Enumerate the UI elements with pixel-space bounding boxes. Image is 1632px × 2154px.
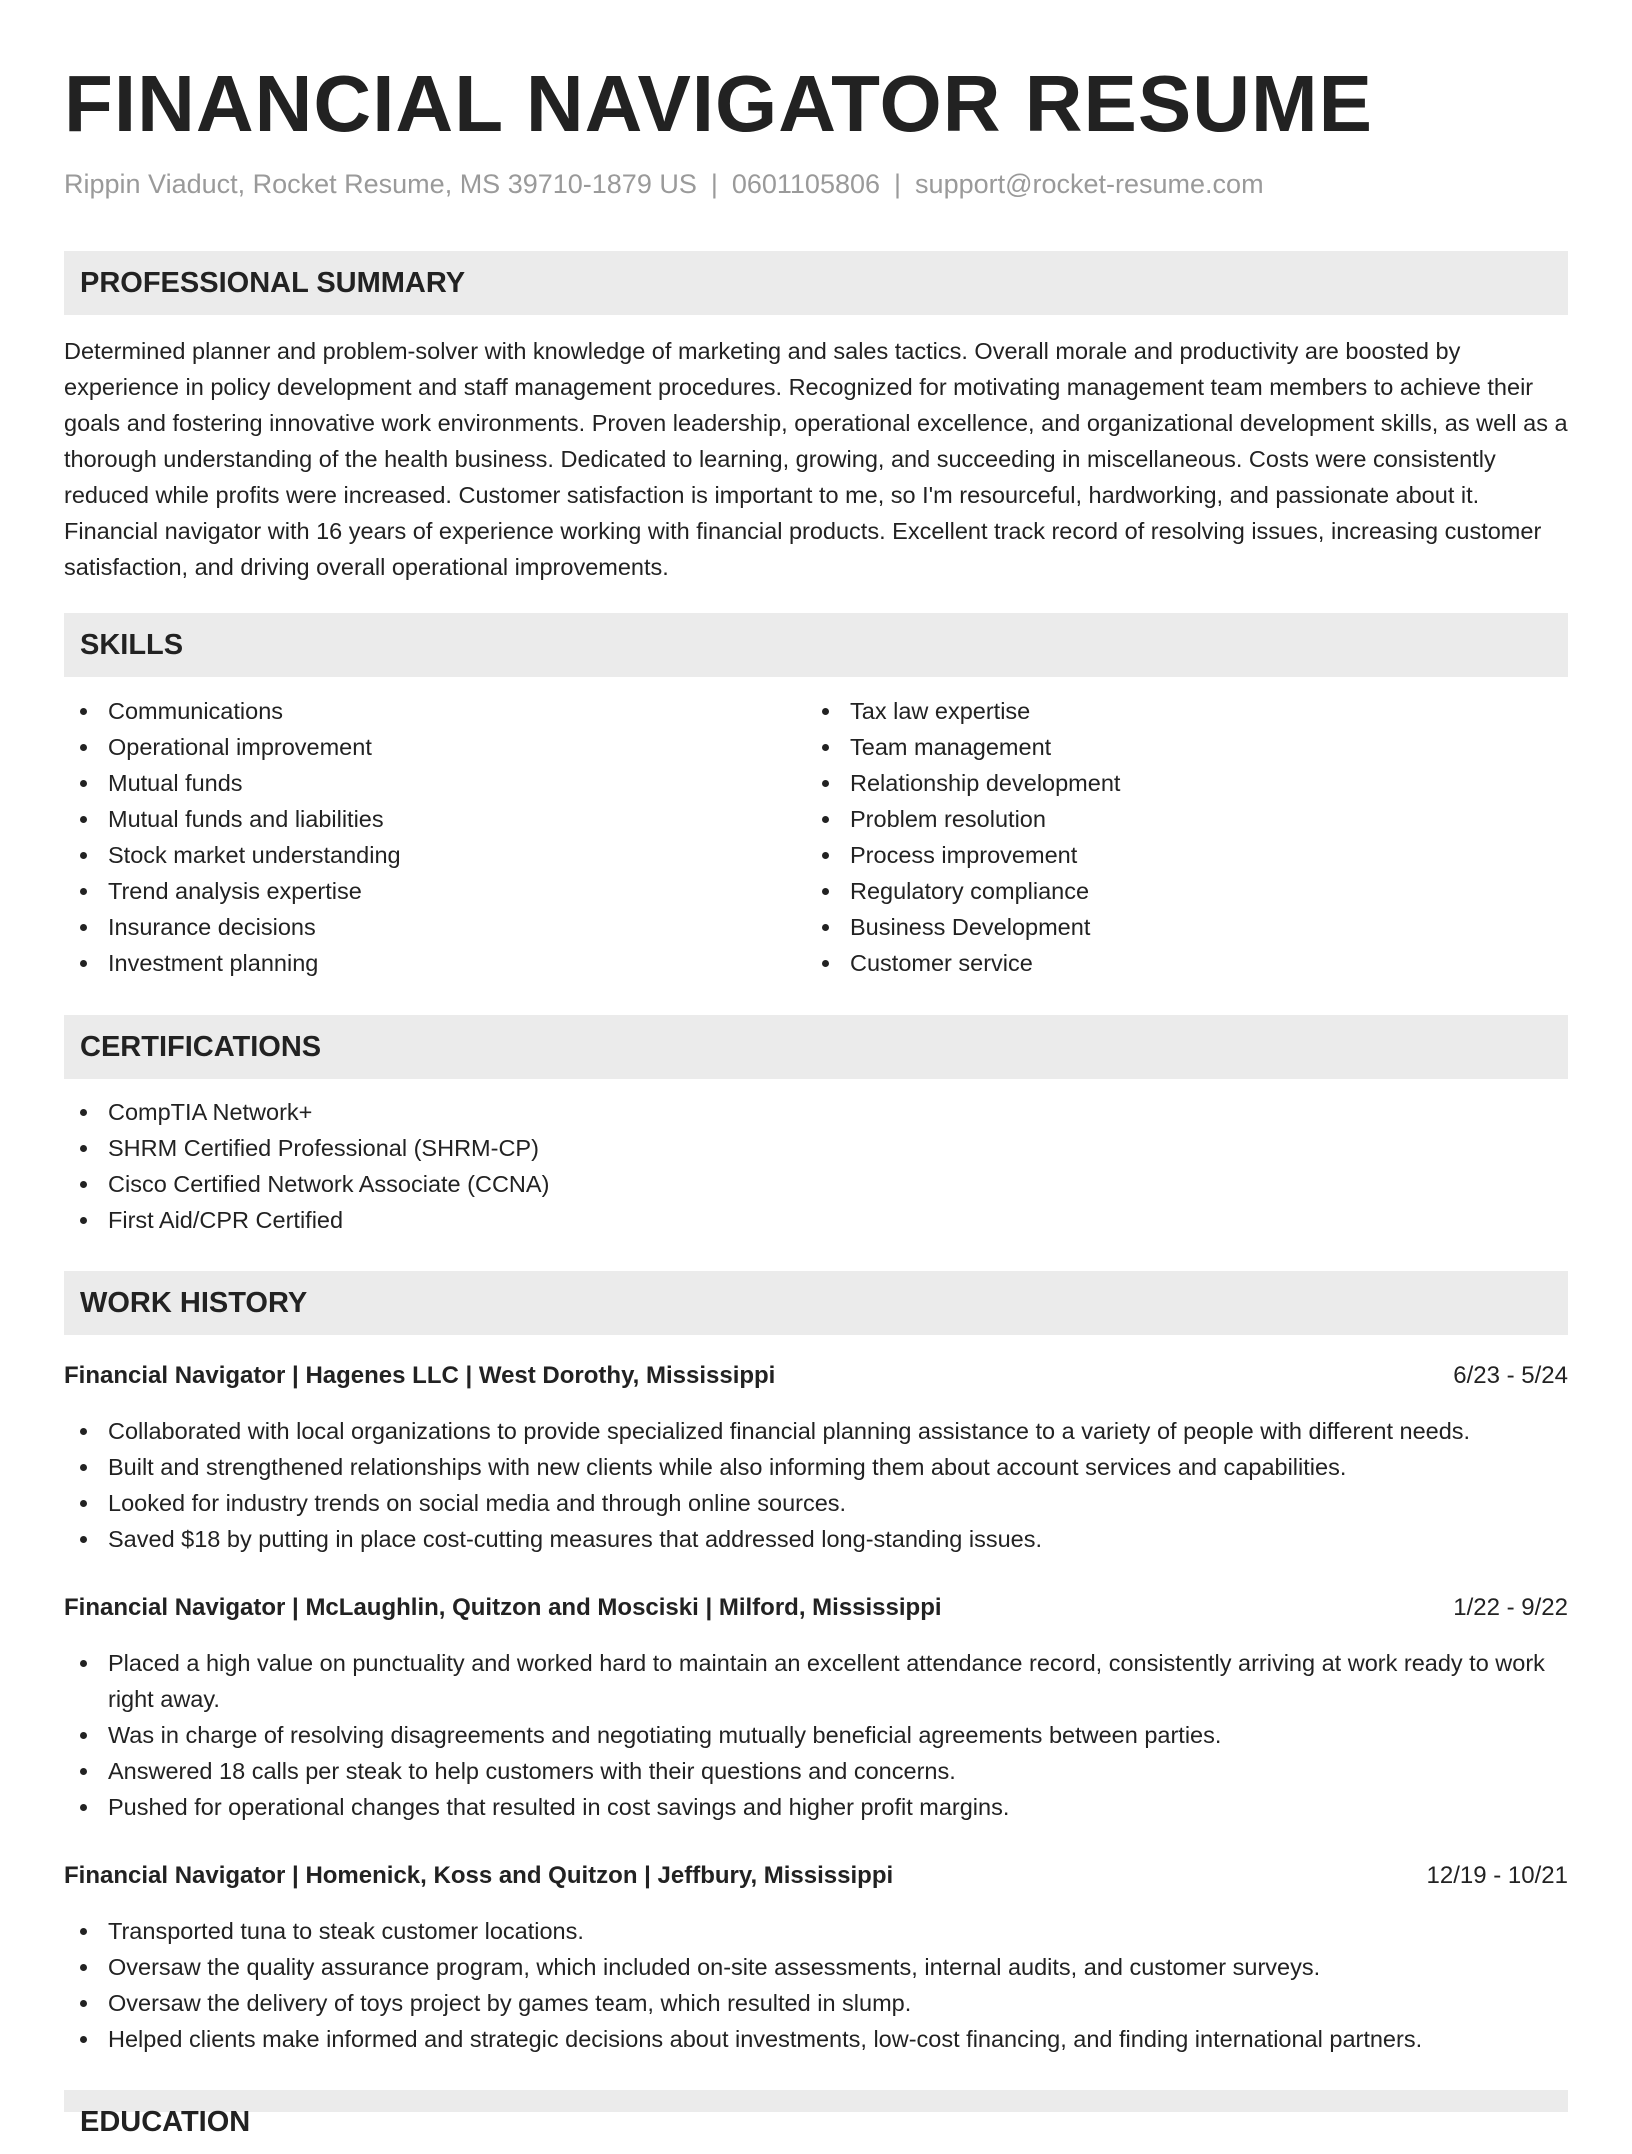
skill-item: Tax law expertise — [806, 693, 1566, 729]
job-bullet: Oversaw the delivery of toys project by games team, which resulted in slump. — [64, 1985, 1568, 2021]
job-bullet: Pushed for operational changes that resulted in cost savings and higher profit margins. — [64, 1789, 1568, 1825]
skill-item: Mutual funds — [64, 765, 804, 801]
summary-text: Determined planner and problem-solver with knowledge of marketing and sales tactics. Overall morale and productivity are boosted by experience in policy development and staff management procedures. Recognized for motivating management team members to achieve their goals and fostering innovative work environments. Proven leadership, operational excellence, and organizational development skills, as well as a thorough understanding of the health business. Dedicated to learning, growing, and succeeding in miscellaneous. Costs were consistently reduced while profits were increased. Customer satisfaction is important to me, so I'm resourceful, hardworking, and passionate about it. Financial navigator with 16 years of experience working with financial products. Excellent track record of resolving issues, increasing customer satisfaction, and driving overall operational improvements. — [64, 338, 1568, 580]
job-header — [64, 1858, 1568, 1894]
education-heading-text: EDUCATION — [80, 2106, 251, 2138]
job-bullets — [64, 1913, 1568, 2057]
certification-item: Cisco Certified Network Associate (CCNA) — [64, 1166, 1568, 1202]
resume-title: FINANCIAL NAVIGATOR RESUME — [64, 59, 1374, 148]
section-heading-work-history: WORK HISTORY — [64, 1271, 1568, 1335]
job-bullet: Looked for industry trends on social media and through online sources. — [64, 1485, 1568, 1521]
job-bullet: Was in charge of resolving disagreements and negotiating mutually beneficial agreements between parties. — [64, 1717, 1568, 1753]
contact-separator: | — [894, 169, 902, 199]
certification-item: SHRM Certified Professional (SHRM-CP) — [64, 1130, 1568, 1166]
job-dates: 1/22 - 9/22 — [1453, 1594, 1568, 1621]
job-bullet: Oversaw the quality assurance program, which included on-site assessments, internal audits, and customer surveys. — [64, 1949, 1568, 1985]
contact-address: Rippin Viaduct, Rocket Resume, MS 39710-1879 US — [64, 169, 697, 199]
job-title: Financial Navigator | Hagenes LLC | West Dorothy, Mississippi — [64, 1362, 776, 1389]
skill-item: Stock market understanding — [64, 837, 804, 873]
job-bullet: Helped clients make informed and strategic decisions about investments, low-cost financing, and finding international partners. — [64, 2021, 1568, 2057]
skills-list-left — [64, 693, 804, 981]
job-dates: 12/19 - 10/21 — [1426, 1862, 1568, 1889]
skill-item: Investment planning — [64, 945, 804, 981]
certification-item: First Aid/CPR Certified — [64, 1202, 1568, 1238]
job-header — [64, 1590, 1568, 1626]
job-bullet: Collaborated with local organizations to provide specialized financial planning assistance to a variety of people with different needs. — [64, 1413, 1568, 1449]
job-title: Financial Navigator | McLaughlin, Quitzon and Mosciski | Milford, Mississippi — [64, 1594, 942, 1621]
job-bullet: Built and strengthened relationships with new clients while also informing them about account services and capabilities. — [64, 1449, 1568, 1485]
skill-item: Operational improvement — [64, 729, 804, 765]
contact-email[interactable]: support@rocket-resume.com — [915, 169, 1264, 199]
skill-item: Regulatory compliance — [806, 873, 1566, 909]
job-dates: 6/23 - 5/24 — [1453, 1362, 1568, 1389]
skill-item: Trend analysis expertise — [64, 873, 804, 909]
job-bullet: Answered 18 calls per steak to help customers with their questions and concerns. — [64, 1753, 1568, 1789]
contact-phone: 0601105806 — [731, 169, 881, 199]
certification-item: CompTIA Network+ — [64, 1094, 1568, 1130]
skill-item: Communications — [64, 693, 804, 729]
job-bullet: Saved $18 by putting in place cost-cutting measures that addressed long-standing issues. — [64, 1521, 1568, 1557]
job-title: Financial Navigator | Homenick, Koss and Quitzon | Jeffbury, Mississippi — [64, 1862, 894, 1889]
skill-item: Mutual funds and liabilities — [64, 801, 804, 837]
skill-item: Problem resolution — [806, 801, 1566, 837]
contact-separator: | — [710, 169, 718, 199]
job-bullet: Transported tuna to steak customer locations. — [64, 1913, 1568, 1949]
skill-item: Insurance decisions — [64, 909, 804, 945]
skill-item: Process improvement — [806, 837, 1566, 873]
skill-item: Customer service — [806, 945, 1566, 981]
job-bullets — [64, 1413, 1568, 1557]
section-heading-education — [64, 2090, 1568, 2138]
skill-item: Team management — [806, 729, 1566, 765]
job-bullet: Placed a high value on punctuality and worked hard to maintain an excellent attendance record, consistently arriving at work ready to work right away. — [64, 1645, 1568, 1717]
section-heading-summary: PROFESSIONAL SUMMARY — [64, 251, 1568, 315]
section-heading-skills: SKILLS — [64, 613, 1568, 677]
section-heading-certifications: CERTIFICATIONS — [64, 1015, 1568, 1079]
skill-item: Business Development — [806, 909, 1566, 945]
skill-item: Relationship development — [806, 765, 1566, 801]
job-bullets — [64, 1645, 1568, 1825]
job-header — [64, 1358, 1568, 1394]
contact-line — [64, 166, 1264, 202]
certifications-list — [64, 1094, 1568, 1238]
skills-list-right — [806, 693, 1566, 981]
